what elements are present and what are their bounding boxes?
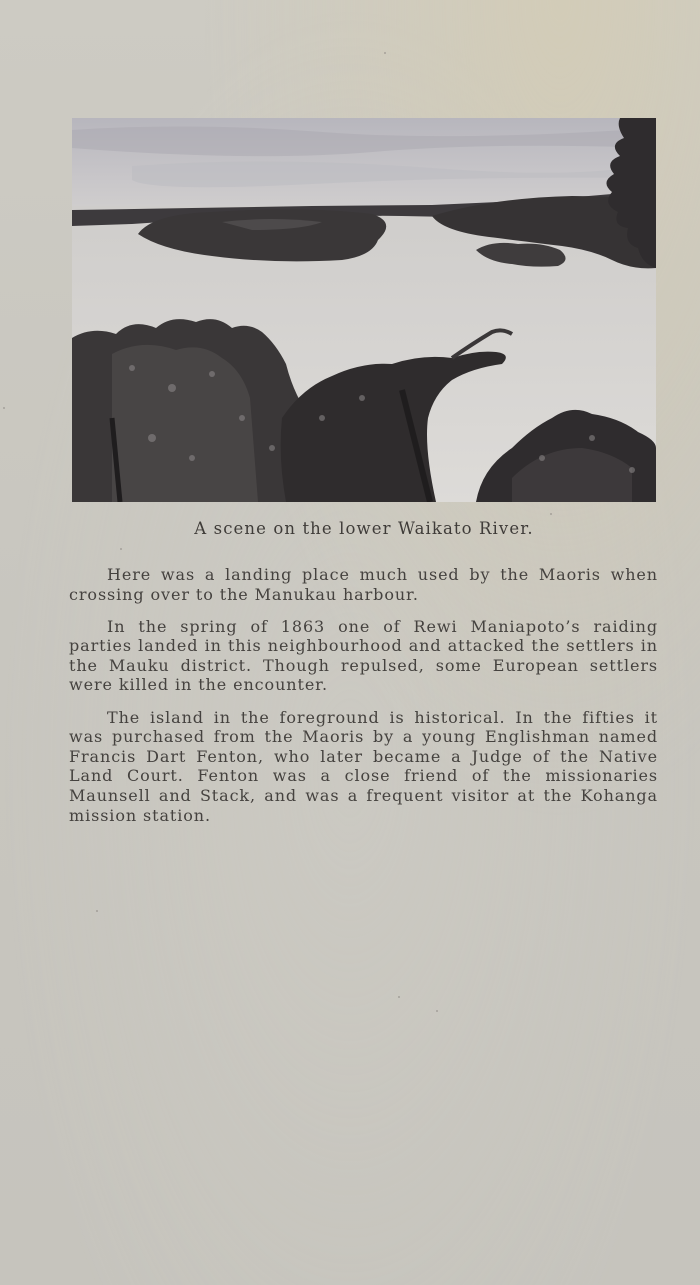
paper-speck [398, 996, 400, 998]
paragraph-raid-1863: In the spring of 1863 one of Rewi Maniapoto’s raiding parties landed in this neighbourhood and attacked the settlers in the Mauku district. Though repulsed, some European settlers were killed in the encounter. [69, 616, 658, 695]
paper-speck [120, 548, 122, 550]
paragraph-island-history: The island in the foreground is historical. In the fifties it was purchased from the Maoris by a young Englishman named Francis Dart Fenton, who later became a Judge of the Native Land Court. Fenton was a close friend of the missionaries Maunsell and Stack, and was a frequent visitor at the Kohanga mission station. [69, 707, 658, 825]
paper-speck [3, 407, 5, 409]
paper-speck [550, 513, 552, 515]
paper-speck [384, 52, 386, 54]
photo-graphic [72, 118, 656, 502]
river-landscape-photo [72, 118, 656, 502]
paper-speck [436, 1010, 438, 1012]
figure-caption: A scene on the lower Waikato River. [194, 519, 534, 538]
paper-speck [96, 910, 98, 912]
paragraph-landing-place: Here was a landing place much used by the Maoris when crossing over to the Manukau harbour. [69, 565, 658, 604]
body-text [69, 565, 658, 838]
